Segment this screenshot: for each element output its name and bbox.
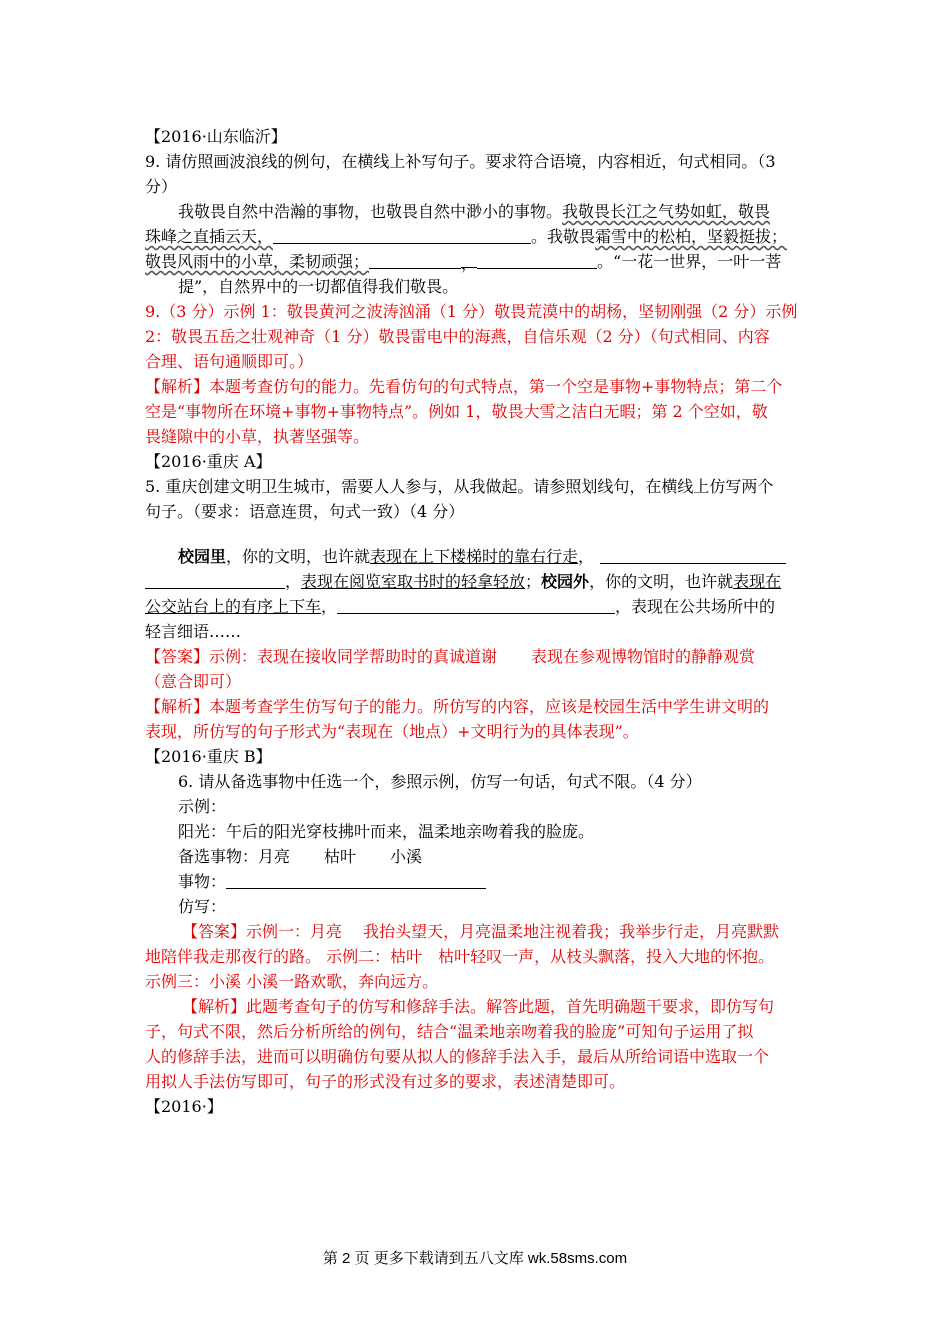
passage-line: 敬畏风雨中的小草，柔韧顽强； ， 。“一花一世界，一叶一菩 bbox=[145, 252, 782, 273]
wavy-example-sentence: 霜雪中的松柏，坚毅挺拔； bbox=[595, 227, 788, 246]
passage-line: 校园里，你的文明，也许就表现在上下楼梯时的靠右行走， bbox=[145, 544, 809, 569]
answer-text: 【答案】示例一：月亮 我抬头望天，月亮温柔地注视着我；我举步行走，月亮默默 bbox=[182, 922, 780, 941]
passage-line: ，表现在阅览室取书时的轻拿轻放；校园外，你的文明，也许就表现在 bbox=[145, 569, 809, 594]
thing-line: 事物： bbox=[145, 869, 809, 894]
wavy-example-sentence: 敬畏风雨中的小草，柔韧顽强； bbox=[145, 252, 370, 271]
underlined-example: 表现在阅览室取书时的轻拿轻放 bbox=[301, 572, 526, 591]
answer-blank[interactable] bbox=[477, 252, 597, 269]
analysis-text: 【解析】本题考查仿句的能力。先看仿句的句式特点，第一个空是事物+事物特点；第二个 bbox=[145, 377, 783, 396]
answer-text: 地陪伴我走那夜行的路。 示例二：枯叶 枯叶轻叹一声，从枝头飘落，投入大地的怀抱。 bbox=[145, 947, 775, 966]
wavy-example-sentence: 珠峰之直插云天， bbox=[145, 227, 274, 246]
example-text: 阳光：午后的阳光穿枝拂叶而来，温柔地亲吻着我的脸庞。 bbox=[178, 822, 595, 841]
passage-line: 轻言细语…… bbox=[145, 622, 242, 641]
answer-text: 2：敬畏五岳之壮观神奇（1 分）敬畏雷电中的海燕，自信乐观（2 分）（句式相同、内容 bbox=[145, 327, 770, 346]
options-line: 备选事物：月亮 枯叶 小溪 bbox=[178, 847, 423, 866]
underlined-example: 表现在 bbox=[733, 572, 782, 591]
underlined-example: 公交站台上的有序上下车 bbox=[145, 597, 322, 616]
wavy-example-sentence: 我敬畏长江之气势如虹，敬畏 bbox=[562, 202, 771, 221]
underlined-example: 表现在上下楼梯时的靠右行走 bbox=[370, 547, 579, 566]
analysis-text: 用拟人手法仿写即可，句子的形式没有过多的要求，表述清楚即可。 bbox=[145, 1072, 626, 1091]
question-text: 5. 重庆创建文明卫生城市，需要人人参与，从我做起。请参照划线句，在横线上仿写两个 bbox=[145, 477, 774, 496]
analysis-text: 人的修辞手法，进而可以明确仿句要从拟人的修辞手法入手，最后从所给词语中选取一个 bbox=[145, 1047, 770, 1066]
analysis-text: 表现，所仿写的句子形式为“表现在（地点）+文明行为的具体表现”。 bbox=[145, 722, 639, 741]
analysis-text: 【解析】本题考查学生仿写句子的能力。所仿写的内容，应该是校园生活中学生讲文明的 bbox=[145, 697, 770, 716]
passage-line: 公交站台上的有序上下车， ，表现在公共场所中的 bbox=[145, 597, 776, 616]
answer-text: 示例三：小溪 小溪一路欢歌，奔向远方。 bbox=[145, 972, 439, 991]
source-header: 【2016·重庆 A】 bbox=[145, 452, 272, 471]
source-header: 【2016·重庆 B】 bbox=[145, 747, 272, 766]
example-label: 示例： bbox=[178, 797, 227, 816]
answer-blank[interactable] bbox=[145, 572, 285, 589]
passage-line: 提”，自然界中的一切都值得我们敬畏。 bbox=[178, 277, 459, 296]
page-footer: 第 2 页 更多下载请到五八文库 wk.58sms.com bbox=[322, 1250, 628, 1267]
answer-blank[interactable] bbox=[226, 872, 486, 889]
answer-text: 9.（3 分）示例 1：敬畏黄河之波涛汹涌（1 分）敬畏荒漠中的胡杨，坚韧刚强（2 分）示例 bbox=[145, 302, 798, 321]
answer-text: 【答案】示例：表现在接收同学帮助时的真诚道谢 表现在参观博物馆时的静静观赏 bbox=[145, 647, 756, 666]
analysis-text: 【解析】此题考查句子的仿写和修辞手法。解答此题，首先明确题干要求，即仿写句 bbox=[182, 997, 775, 1016]
analysis-text: 空是“事物所在环境+事物+事物特点”。例如 1，敬畏大雪之洁白无暇；第 2 个空如，敬 bbox=[145, 402, 768, 421]
answer-blank[interactable] bbox=[369, 252, 461, 269]
answer-text: （意合即可） bbox=[145, 672, 242, 691]
analysis-text: 畏缝隙中的小草，执著坚强等。 bbox=[145, 427, 370, 446]
question-text: 9. 请仿照画波浪线的例句，在横线上补写句子。要求符合语境，内容相近，句式相同。（3 bbox=[145, 152, 776, 171]
source-header: 【2016·】 bbox=[145, 1097, 223, 1116]
answer-blank[interactable] bbox=[273, 227, 531, 244]
document-body bbox=[145, 124, 809, 1119]
write-line: 仿写： bbox=[178, 897, 227, 916]
passage-line: 我敬畏自然中浩瀚的事物，也敬畏自然中渺小的事物。我敬畏长江之气势如虹，敬畏 bbox=[178, 202, 771, 221]
source-header: 【2016·山东临沂】 bbox=[145, 127, 287, 146]
answer-blank[interactable] bbox=[337, 597, 615, 614]
question-text: 6. 请从备选事物中任选一个，参照示例，仿写一句话，句式不限。（4 分） bbox=[178, 772, 702, 791]
answer-blank[interactable] bbox=[600, 547, 786, 564]
passage-line: 珠峰之直插云天， 。我敬畏霜雪中的松柏，坚毅挺拔； bbox=[145, 227, 788, 246]
answer-text: 合理、语句通顺即可。） bbox=[145, 352, 314, 371]
question-text: 分） bbox=[145, 177, 178, 196]
question-text: 句子。（要求：语意连贯，句式一致）（4 分） bbox=[145, 502, 465, 521]
analysis-text: 子，句式不限，然后分析所给的例句，结合“温柔地亲吻着我的脸庞”可知句子运用了拟 bbox=[145, 1022, 754, 1041]
